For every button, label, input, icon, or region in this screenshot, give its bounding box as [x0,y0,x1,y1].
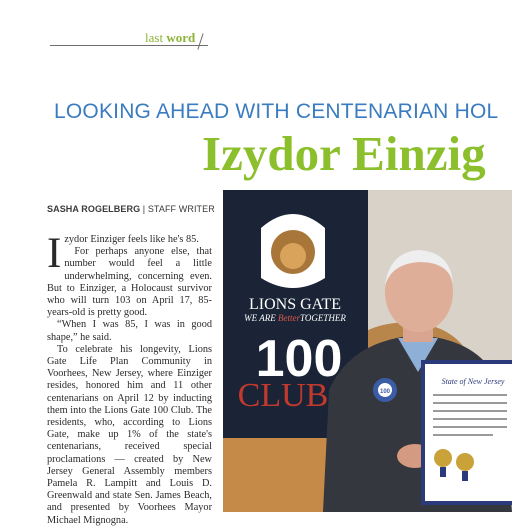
headline: Izydor Einzig [202,126,486,181]
banner-tag-accent: Better [277,313,300,323]
byline-author: SASHA ROGELBERG [47,204,141,214]
paragraph-text: zydor Einziger feels like he's 85. [64,234,199,245]
banner-tagline [244,313,346,323]
byline-separator: | [140,204,148,214]
section-label-bold: word [166,30,196,45]
banner-number: 100 [255,330,343,388]
article-photo [223,190,512,512]
byline [47,204,215,214]
banner-tag-pre: WE ARE [244,313,278,323]
article-paragraph: To celebrate his longevity, Lions Gate Life Plan Community in Voorhees, New Jersey, where Einziger resides, honored him and 11 other centenarians on April 12 by inducting them into the Lions Gate 100 Club. The residents, who, according to Lions Gate, make up 1% of the state's centenarians, received special proclamations — created by New Jersey General Assembly members Pamela R. Lampitt and Louis D. Greenwald and state Sen. James Beach, and presented by Voorhees Mayor Michael Mignogna. [47,343,212,526]
photo-illustration [223,190,512,512]
certificate-title: State of New Jersey [441,377,505,386]
article-paragraph [47,230,212,277]
pin-number: 100 [379,389,391,395]
banner-club: CLUB [237,377,329,414]
banner-tag-post: TOGETHER [299,313,346,323]
article-body [47,230,212,527]
byline-role: STAFF WRITER [147,204,215,214]
article-paragraph: For perhaps anyone else, that number would feel a little underwhelming, concerning even. But to Einziger, a Holocaust survivor who will turn 103 on April 17, 85-years-old is pretty good. [47,246,212,319]
headline-kicker: LOOKING AHEAD WITH CENTENARIAN HOL [54,100,499,123]
section-rule [50,45,208,46]
section-label-light: last [145,30,164,45]
section-slash [197,33,203,49]
drop-cap: I [47,230,62,277]
banner-brand: LIONS GATE [249,296,341,313]
section-tag [50,31,214,47]
section-label [142,31,198,45]
article-paragraph: “When I was 85, I was in good shape,” he said. [47,319,212,343]
